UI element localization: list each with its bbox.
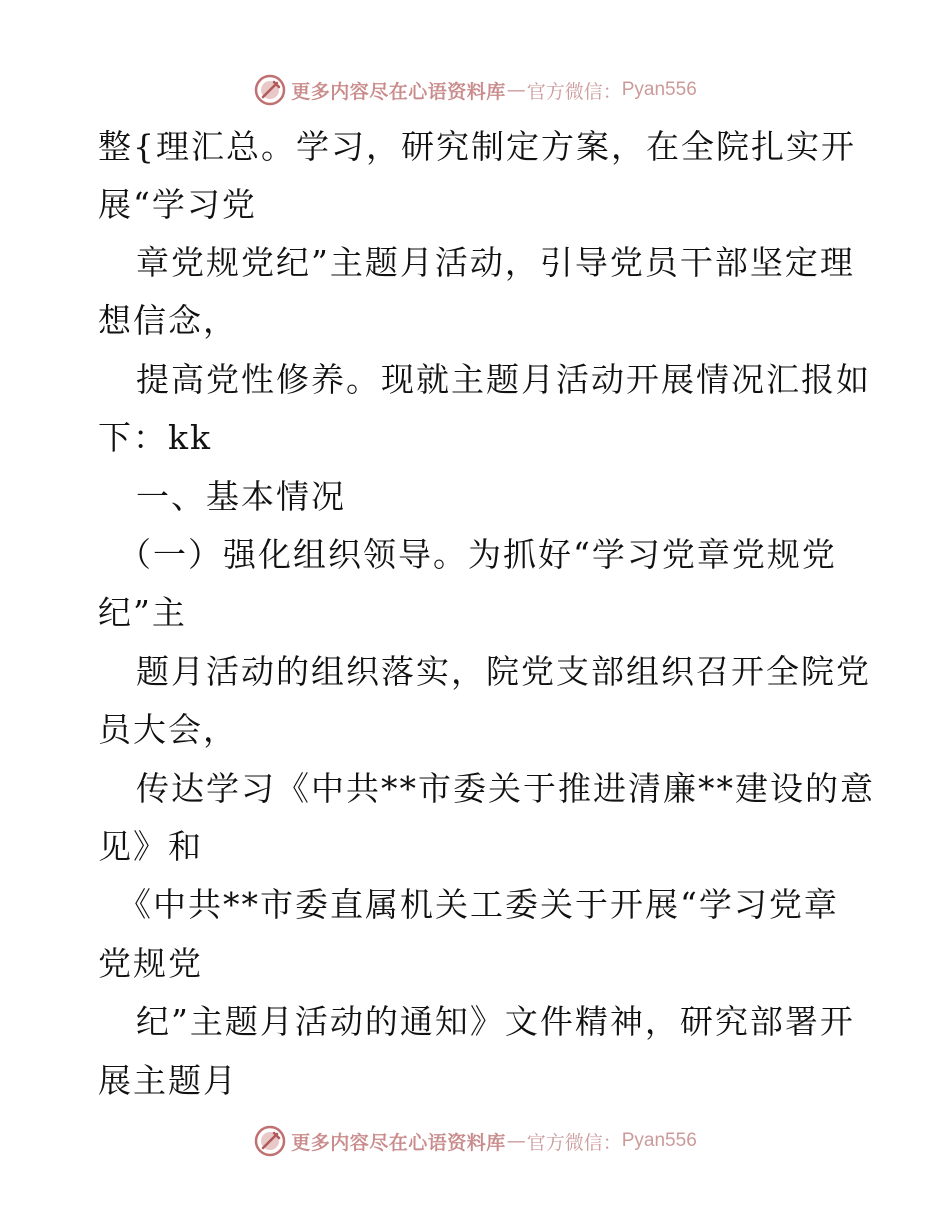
body-line: 展主题月 xyxy=(98,1061,238,1100)
watermark-dash: — xyxy=(506,1130,526,1152)
watermark-wechat-label: 官方微信： xyxy=(526,1131,622,1154)
body-line: 员大会， xyxy=(98,710,238,749)
watermark-text: 更多内容尽在心语资料库 xyxy=(291,80,506,103)
stamp-logo-icon xyxy=(253,73,287,107)
body-line: （一）强化组织领导。为抓好“学习党章党规党 xyxy=(118,535,837,574)
section-heading: 一、基本情况 xyxy=(136,477,346,516)
body-line: 纪”主题月活动的通知》文件精神，研究部署开 xyxy=(136,1002,855,1041)
watermark-text: 更多内容尽在心语资料库 xyxy=(291,1131,506,1154)
body-line: 章党规党纪”主题月活动，引导党员干部坚定理 xyxy=(136,243,855,282)
watermark-header xyxy=(0,70,950,110)
body-line: 整{理汇总。学习，研究制定方案，在全院扎实开 xyxy=(98,127,856,166)
body-line: 想信念， xyxy=(98,301,238,340)
watermark-wechat-id: Pyan556 xyxy=(621,1130,697,1151)
body-line: 纪”主 xyxy=(98,593,187,632)
body-line: 提高党性修养。现就主题月活动开展情况汇报如 xyxy=(136,360,871,399)
watermark-footer xyxy=(0,1121,950,1161)
body-line: 见》和 xyxy=(98,827,203,866)
watermark-wechat-id: Pyan556 xyxy=(621,79,697,100)
body-line: 《中共**市委直属机关工委关于开展“学习党章 xyxy=(118,885,839,924)
watermark-dash: — xyxy=(506,79,526,101)
body-line: 下：kk xyxy=(98,418,212,457)
stamp-logo-icon xyxy=(253,1124,287,1158)
body-line: 传达学习《中共**市委关于推进清廉**建设的意 xyxy=(136,769,875,808)
body-line: 题月活动的组织落实，院党支部组织召开全院党 xyxy=(136,652,871,691)
body-line: 展“学习党 xyxy=(98,185,257,224)
body-line: 党规党 xyxy=(98,944,203,983)
watermark-wechat-label: 官方微信： xyxy=(526,80,622,103)
